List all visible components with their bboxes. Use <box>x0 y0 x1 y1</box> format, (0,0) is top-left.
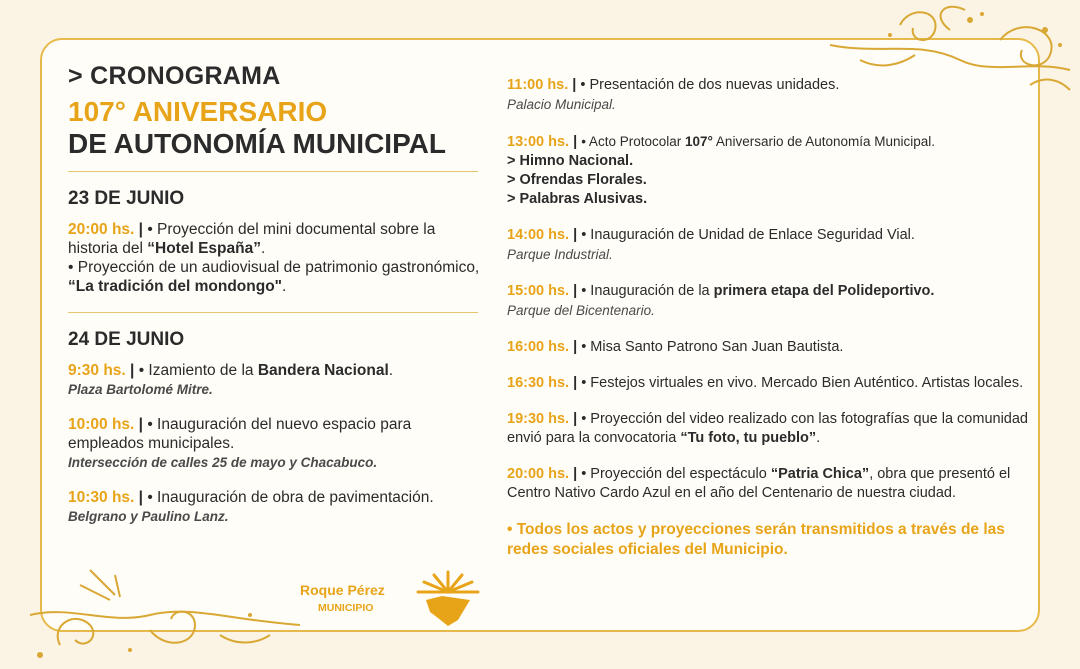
schedule-item <box>507 132 1037 209</box>
event-text: • Proyección del espectáculo <box>581 466 771 482</box>
event-text: • Presentación de dos nuevas unidades. <box>580 77 840 93</box>
event-text: . <box>260 240 266 257</box>
schedule-item <box>507 374 1037 393</box>
broadcast-note: • Todos los actos y proyecciones serán transmitidos a través de las redes sociales oficiales del Municipio. <box>507 521 1005 558</box>
event-text: • Proyección del mini documental sobre la historia del <box>68 221 436 257</box>
program-item: > Himno Nacional. <box>507 153 634 169</box>
event-highlight: primera etapa del Polideportivo. <box>713 283 935 299</box>
schedule-item <box>507 76 1037 115</box>
event-time: 16:30 hs. <box>507 375 570 391</box>
event-text: • Acto Protocolar <box>581 134 685 149</box>
event-place: Belgrano y Paulino Lanz. <box>68 509 229 524</box>
event-time: 10:00 hs. <box>68 416 135 433</box>
logo-subtitle: MUNICIPIO <box>318 602 374 614</box>
day-24-event <box>68 361 480 399</box>
event-separator: | <box>569 375 582 391</box>
sun-map-icon <box>412 566 484 630</box>
event-text: Aniversario de Autonomía Municipal. <box>712 134 936 149</box>
event-time: 14:00 hs. <box>507 227 570 243</box>
event-highlight: 107° <box>684 134 713 149</box>
event-separator: | <box>569 466 582 482</box>
event-separator: | <box>568 77 581 93</box>
event-separator: | <box>134 221 148 238</box>
event-time: 9:30 hs. <box>68 362 126 379</box>
logo-name: Roque Pérez <box>300 582 385 598</box>
divider <box>68 312 478 313</box>
event-place: Plaza Bartolomé Mitre. <box>68 382 213 397</box>
event-separator: | <box>134 489 148 506</box>
event-text: . <box>388 362 394 379</box>
day-24-event <box>68 488 480 526</box>
event-separator: | <box>134 416 148 433</box>
event-text: • Inauguración de obra de pavimentación. <box>147 489 434 506</box>
event-time: 11:00 hs. <box>507 77 569 93</box>
schedule-item <box>507 338 1037 357</box>
program-item: > Palabras Alusivas. <box>507 191 648 207</box>
event-time: 19:30 hs. <box>507 411 570 427</box>
event-highlight: “La tradición del mondongo" <box>68 278 283 295</box>
event-separator: | <box>125 362 139 379</box>
event-time: 15:00 hs. <box>507 283 570 299</box>
day-24-event <box>68 415 480 472</box>
event-highlight: “Tu foto, tu pueblo” <box>680 430 817 446</box>
day-23-event <box>68 220 480 296</box>
day-23-title: 23 DE JUNIO <box>68 188 185 209</box>
schedule-item <box>507 465 1037 503</box>
right-column <box>507 76 1037 560</box>
event-text: , obra que presentó el Centro Nativo Cardo Azul en el año del Centenario de nuestra ciudad. <box>507 466 1011 501</box>
event-separator: | <box>569 411 582 427</box>
left-column <box>68 62 480 542</box>
event-time: 13:00 hs. <box>507 134 570 150</box>
event-text: • Festejos virtuales en vivo. Mercado Bien Auténtico. Artistas locales. <box>581 375 1024 391</box>
event-place: Intersección de calles 25 de mayo y Chacabuco. <box>68 455 378 470</box>
event-text: • Proyección de un audiovisual de patrimonio gastronómico, <box>68 259 480 276</box>
day-24-title: 24 DE JUNIO <box>68 329 185 350</box>
divider <box>68 171 478 172</box>
event-text: • Inauguración del nuevo espacio para empleados municipales. <box>68 416 412 452</box>
event-text: . <box>282 278 287 295</box>
event-text: • Inauguración de la <box>581 283 714 299</box>
schedule-item <box>507 410 1037 448</box>
event-text: • Proyección del video realizado con las fotografías que la comunidad envió para la convocatoria <box>507 411 1028 446</box>
event-highlight: “Patria Chica” <box>770 466 870 482</box>
event-time: 16:00 hs. <box>507 339 570 355</box>
event-separator: | <box>569 283 582 299</box>
event-text: • Misa Santo Patrono San Juan Bautista. <box>581 339 844 355</box>
schedule-item <box>507 226 1037 265</box>
event-time: 20:00 hs. <box>507 466 570 482</box>
event-text: . <box>816 430 821 446</box>
event-text: • Inauguración de Unidad de Enlace Seguridad Vial. <box>581 227 915 243</box>
event-highlight: Bandera Nacional <box>257 362 389 379</box>
event-highlight: “Hotel España” <box>147 240 261 257</box>
schedule-item <box>507 282 1037 321</box>
event-separator: | <box>569 134 582 150</box>
event-separator: | <box>569 339 582 355</box>
event-text: • Izamiento de la <box>138 362 258 379</box>
event-time: 20:00 hs. <box>68 221 135 238</box>
section-title: > CRONOGRAMA <box>68 62 281 90</box>
event-place: Parque Industrial. <box>507 247 613 262</box>
autonomy-title: DE AUTONOMÍA MUNICIPAL <box>68 128 446 159</box>
event-place: Palacio Municipal. <box>507 97 616 112</box>
event-time: 10:30 hs. <box>68 489 135 506</box>
event-separator: | <box>569 227 582 243</box>
ornament-bottom-left <box>20 555 310 669</box>
event-place: Parque del Bicentenario. <box>507 303 655 318</box>
anniversary-title: 107° ANIVERSARIO <box>68 96 328 127</box>
program-item: > Ofrendas Florales. <box>507 172 647 188</box>
